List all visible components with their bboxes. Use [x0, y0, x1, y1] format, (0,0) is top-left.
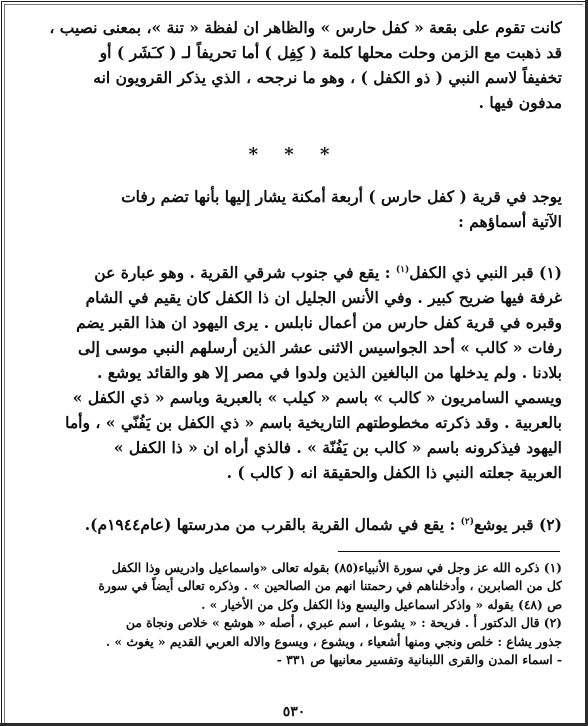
- paragraph-2-line: يوجد في قرية ( كفل حارس ) أربعة أمكنة يشار إليها بأنها تضم رفات: [121, 187, 562, 206]
- footnote-line: جذور يشاع : خلص ونجي ومنها أشعياء ، ويشوع ، ويسوع والاله العربي القديم « يغوث » .: [105, 633, 562, 649]
- footnote-line: كل من الصابرين ، وأدخلناهم في رحمتنا انهم من الصالحين » . وذكره تعالى أيضاً في سورة: [98, 578, 562, 594]
- section-2-text: : يقع في شمال القرية بالقرب من مدرستها (عام١٩٤٤م).: [84, 515, 456, 535]
- page-number: ٥٣٠: [282, 704, 306, 720]
- paragraph-2: [42, 184, 562, 234]
- section-1-line: بالعربية . وقد ذكرته مخطوطتهم التاريخية باسم « ذي الكفل بن يَفُنّي » ، وأما: [65, 413, 562, 433]
- section-1-line: : يقع في جنوب شرقي القرية . وهو عبارة عن: [94, 263, 391, 283]
- paragraph-1-line: كانت تقوم على بقعة « كفل حارس » والظاهر ان لفظة « تنة »، بمعنى نصيب ،: [49, 18, 562, 37]
- footnote-ref-2: (٢): [460, 517, 474, 527]
- footnote-divider: [338, 551, 560, 552]
- section-1-line: العربية جعلته النبي ذا الكفل والحقيقة انه ( كالب ) .: [226, 463, 562, 483]
- section-1-line: ويسمي السامريون « كالب » باسم « كيلب » بالعبرية وباسم « ذي الكفل »: [72, 388, 562, 408]
- section-1-heading: (١) قبر النبي ذي الكفل: [409, 263, 562, 283]
- section-1: [42, 258, 562, 485]
- section-1-line: وقبره في قرية كفل حارس من أعمال نابلس . يرى اليهود ان هذا القبر يضم: [76, 313, 562, 333]
- section-1-line: غرفة فيها ضريح كبير . وفي الأنس الجليل ان ذا الكفل كان يقيم في الشام: [85, 288, 562, 308]
- footnotes: [70, 559, 562, 669]
- paragraph-1: [42, 15, 562, 115]
- paragraph-1-line: تخفيفاً لاسم النبي ( ذو الكفل ) ، وهو ما نرجحه ، الذي يذكر القرويون انه: [93, 68, 562, 87]
- section-1-line: رفات « كالب » أحد الجواسيس الاثنى عشر الذين أرسلهم النبي موسى إلى: [78, 338, 562, 358]
- section-2-heading: (٢) قبر يوشع: [474, 515, 562, 535]
- paragraph-1-line: مدفون فيها .: [478, 93, 562, 112]
- footnote-line: (١) ذكره الله عز وجل في سورة الأنبياء(٨٥) بقوله تعالى «واسماعيل وادريس وذا الكفل: [111, 560, 562, 575]
- footnote-line: ص (٤٨) بقوله « واذكر اسماعيل واليسع وذا الكفل وكل من الأخيار » .: [201, 596, 562, 612]
- footnote-ref-1: (١): [395, 265, 410, 275]
- section-1-line: بلادنا . ولم يدخلها من البالغين الذين ولدوا في مصر إلا هو والقائد يوشع .: [96, 363, 562, 383]
- paragraph-2-line: الآتية أسماؤهم :: [458, 212, 562, 231]
- section-1-line: اليهود فيذكرونه باسم « كالب بن يَفُنّة » . فالذي أراه ان « ذا الكفل »: [113, 438, 562, 458]
- footnote-line: (٢) قال الدكتور أ . فريحة : « يشوعا ، اسم عبري ، أصله « هوشع » خلاص ونجاة من: [125, 615, 562, 631]
- paragraph-1-line: قد ذهبت مع الزمن وحلت محلها كلمة ( كِفِل ) أما تحريفاً لـ ( كـَشَر ) أو: [99, 43, 562, 62]
- section-1-first-line: [42, 258, 562, 285]
- section-2: [42, 510, 562, 537]
- section-separator: * * *: [248, 144, 340, 165]
- footnote-line: - اسماء المدن والقرى اللبنانية وتفسير معانيها ص ٣٣١ -: [276, 652, 562, 668]
